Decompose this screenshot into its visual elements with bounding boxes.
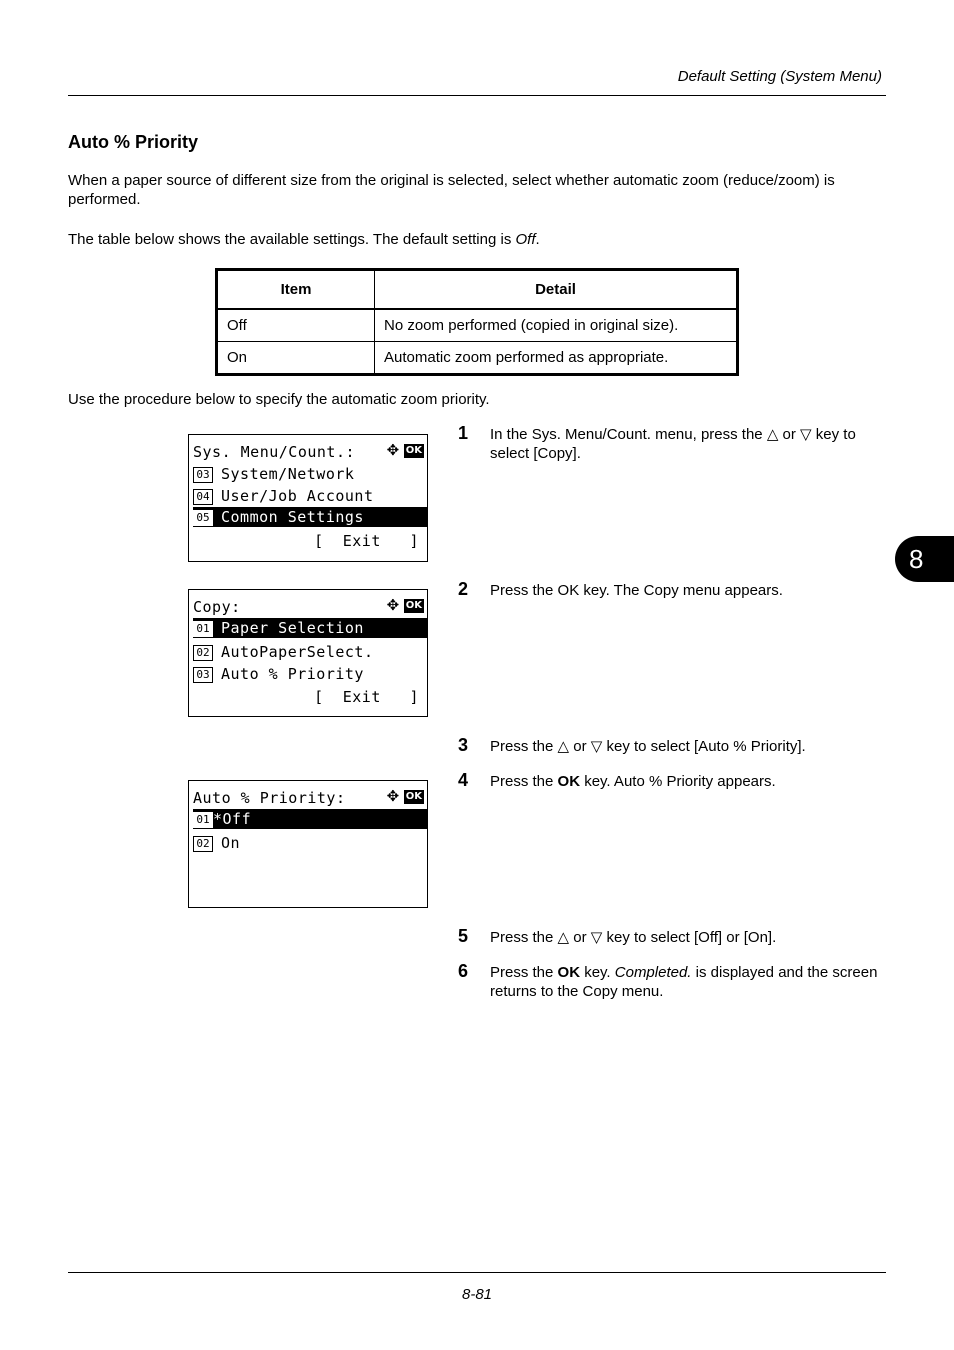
intro-paragraph: When a paper source of different size from the original is selected, select whether automatic zoom (reduce/zoom) is performed. xyxy=(68,172,835,208)
table-intro-default: Off xyxy=(515,231,536,248)
step-text-part: Press the xyxy=(490,964,558,981)
lcd-menu-item-label: On xyxy=(221,834,241,852)
ok-key-label: OK xyxy=(557,773,581,790)
lcd-screen-auto-priority xyxy=(188,780,428,908)
item-number-badge: 03 xyxy=(193,467,213,483)
step-number: 1 xyxy=(458,423,469,443)
header-rule xyxy=(68,95,886,96)
lcd-menu-item-selected xyxy=(193,809,427,829)
table-cell-detail: Automatic zoom performed as appropriate. xyxy=(375,342,738,375)
step-text xyxy=(490,963,886,1001)
ok-icon: OK xyxy=(405,599,422,611)
table-cell-item: On xyxy=(217,342,375,375)
lcd-icons xyxy=(387,789,424,804)
table-intro-paragraph xyxy=(68,230,886,249)
procedure-intro: Use the procedure below to specify the automatic zoom priority. xyxy=(68,391,490,408)
step-text-part: or xyxy=(569,929,591,946)
step-text-part: or xyxy=(778,426,801,443)
step-text-part: key to select [Off] or [On]. xyxy=(602,929,777,946)
lcd-menu-item-label: AutoPaperSelect. xyxy=(221,643,374,661)
table-row xyxy=(217,342,738,375)
column-header-item: Item xyxy=(217,270,375,310)
insert-icon: ✥ xyxy=(386,787,400,805)
step-text-part: key to select [Copy]. xyxy=(490,426,856,462)
lcd-title: Auto % Priority: xyxy=(193,789,346,807)
lcd-menu-item xyxy=(193,464,427,484)
table-header-row xyxy=(217,270,738,310)
step-text xyxy=(490,425,886,463)
column-header-detail: Detail xyxy=(375,270,738,310)
ok-icon: OK xyxy=(405,790,422,802)
item-number-badge: 05 xyxy=(193,510,213,526)
completed-message: Completed. xyxy=(614,964,692,981)
lcd-menu-item-label: *Off xyxy=(213,810,252,828)
lcd-screen-copy xyxy=(188,589,428,717)
lcd-menu-item xyxy=(193,833,427,853)
ok-icon: OK xyxy=(405,444,422,456)
ok-key-label: OK xyxy=(557,964,581,981)
up-arrow-icon: △ xyxy=(557,929,570,946)
step-text xyxy=(490,737,886,756)
down-arrow-icon: ▽ xyxy=(590,929,603,946)
lcd-menu-item-selected xyxy=(193,618,427,638)
step-text-part: key. xyxy=(580,964,615,981)
lcd-title: Copy: xyxy=(193,598,241,616)
step-number: 2 xyxy=(458,579,469,599)
step-text-part: Press the xyxy=(490,738,558,755)
page-number: 8-81 xyxy=(461,1286,493,1303)
step-text-part: is displayed and the screen returns to the Copy menu. xyxy=(490,964,878,1000)
step-text-part: key. Auto % Priority appears. xyxy=(580,773,776,790)
step-text-part: Press the xyxy=(490,773,558,790)
insert-icon: ✥ xyxy=(386,596,400,614)
step-number: 4 xyxy=(458,770,469,790)
step-text-part: key to select [Auto % Priority]. xyxy=(602,738,806,755)
lcd-screen-sys-menu xyxy=(188,434,428,562)
section-title: Auto % Priority xyxy=(68,132,199,152)
lcd-icons xyxy=(387,443,424,458)
step-text: Press the OK key. The Copy menu appears. xyxy=(490,582,783,599)
lcd-menu-item xyxy=(193,642,427,662)
item-number-badge: 04 xyxy=(193,489,213,505)
lcd-menu-item-label: Auto % Priority xyxy=(221,665,364,683)
table-row xyxy=(217,309,738,342)
lcd-title: Sys. Menu/Count.: xyxy=(193,443,356,461)
down-arrow-icon: ▽ xyxy=(800,426,812,443)
item-number-badge: 01 xyxy=(193,621,213,637)
lcd-menu-item-selected xyxy=(193,507,427,527)
up-arrow-icon: △ xyxy=(766,426,779,443)
item-number-badge: 02 xyxy=(193,645,213,661)
step-number: 5 xyxy=(458,926,469,946)
settings-table xyxy=(215,268,739,376)
item-number-badge: 02 xyxy=(193,836,213,852)
table-intro-prefix: The table below shows the available settings. The default setting is xyxy=(68,231,516,248)
up-arrow-icon: △ xyxy=(557,738,570,755)
lcd-menu-item-label: User/Job Account xyxy=(221,487,374,505)
step-number: 6 xyxy=(458,961,469,981)
lcd-menu-item-label: System/Network xyxy=(221,465,355,483)
table-intro-suffix: . xyxy=(535,231,540,248)
step-text-part: or xyxy=(569,738,591,755)
table-cell-item: Off xyxy=(217,309,375,342)
lcd-icons xyxy=(387,598,424,613)
step-text-part: Press the xyxy=(490,929,558,946)
lcd-menu-item-label: Paper Selection xyxy=(221,619,364,637)
footer-rule xyxy=(68,1272,886,1273)
lcd-menu-item-label: Common Settings xyxy=(221,508,364,526)
insert-icon: ✥ xyxy=(386,441,400,459)
down-arrow-icon: ▽ xyxy=(590,738,603,755)
step-text-part: In the Sys. Menu/Count. menu, press the xyxy=(490,426,767,443)
lcd-menu-item xyxy=(193,486,427,506)
chapter-tab: 8 xyxy=(895,536,954,582)
item-number-badge: 01 xyxy=(193,812,213,828)
running-header: Default Setting (System Menu) xyxy=(677,68,882,85)
lcd-menu-item xyxy=(193,664,427,684)
step-text xyxy=(490,928,886,947)
step-number: 3 xyxy=(458,735,469,755)
table-cell-detail: No zoom performed (copied in original size). xyxy=(375,309,738,342)
step-text xyxy=(490,772,886,791)
lcd-exit-softkey: [ Exit ] xyxy=(314,532,419,550)
lcd-exit-softkey: [ Exit ] xyxy=(314,688,419,706)
item-number-badge: 03 xyxy=(193,667,213,683)
